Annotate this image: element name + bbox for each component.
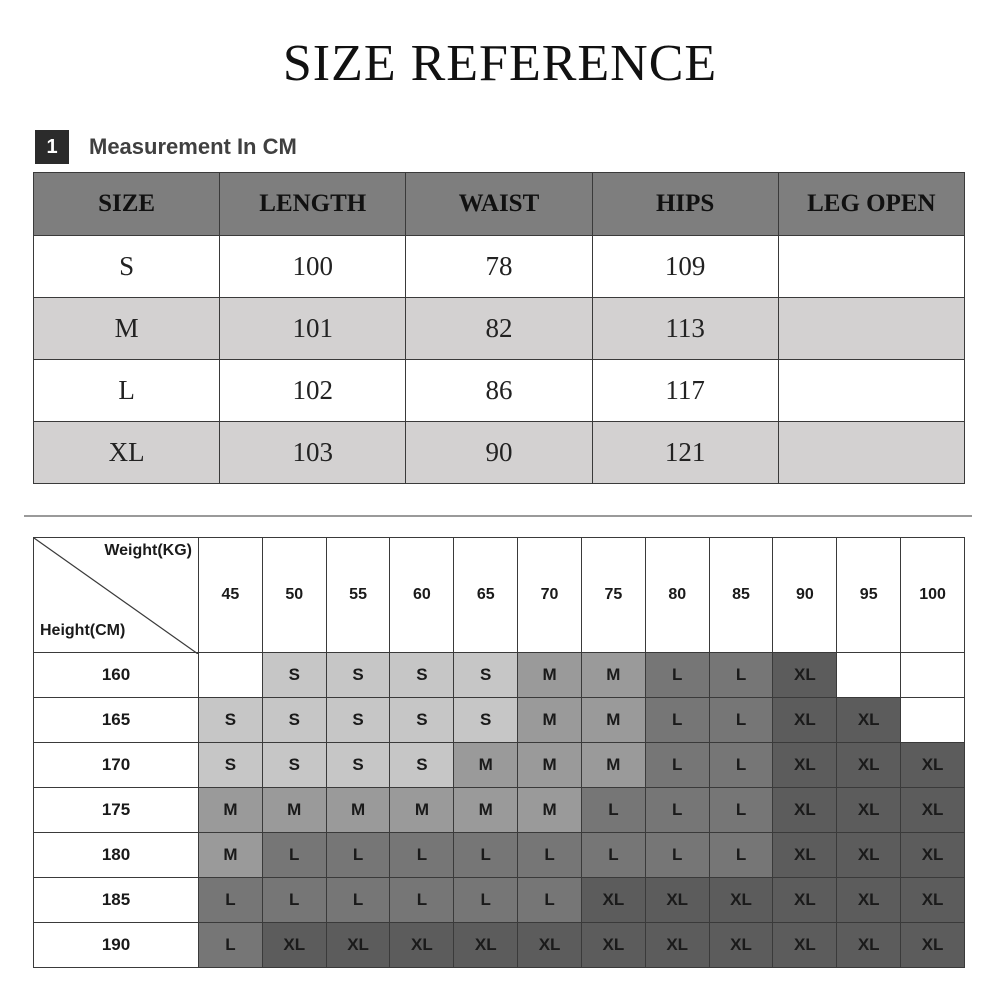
table-cell: [778, 360, 964, 422]
size-cell: XL: [645, 878, 709, 923]
table-cell: [778, 422, 964, 484]
table-cell: 82: [406, 298, 592, 360]
size-cell: L: [645, 788, 709, 833]
size-cell: XL: [837, 923, 901, 968]
size-cell: XL: [837, 698, 901, 743]
size-cell: L: [518, 833, 582, 878]
size-cell: XL: [773, 878, 837, 923]
table-cell: 121: [592, 422, 778, 484]
table-row: [34, 422, 965, 484]
height-cell: 185: [34, 878, 199, 923]
size-cell: S: [199, 743, 263, 788]
table-cell: M: [34, 298, 220, 360]
table-row: [34, 698, 965, 743]
size-cell: L: [709, 698, 773, 743]
size-cell: S: [262, 743, 326, 788]
size-cell: L: [454, 878, 518, 923]
measurement-header-row: [34, 173, 965, 236]
size-cell: M: [262, 788, 326, 833]
size-cell: XL: [326, 923, 390, 968]
table-row: [34, 833, 965, 878]
size-cell: L: [390, 878, 454, 923]
size-cell: L: [645, 833, 709, 878]
size-cell: XL: [454, 923, 518, 968]
size-cell: M: [581, 698, 645, 743]
size-cell: L: [645, 698, 709, 743]
size-cell: XL: [773, 923, 837, 968]
height-cell: 170: [34, 743, 199, 788]
table-cell: 103: [220, 422, 406, 484]
weight-header-cell: 90: [773, 538, 837, 653]
size-cell: [901, 653, 965, 698]
section-number-badge: 1: [35, 130, 69, 164]
table-cell: 109: [592, 236, 778, 298]
size-cell: XL: [837, 743, 901, 788]
section-title: Measurement In CM: [89, 134, 297, 159]
measurement-table: [33, 172, 965, 484]
weight-header-cell: 100: [901, 538, 965, 653]
size-cell: XL: [773, 653, 837, 698]
table-row: [34, 878, 965, 923]
size-cell: S: [390, 653, 454, 698]
height-cell: 160: [34, 653, 199, 698]
table-cell: XL: [34, 422, 220, 484]
size-cell: XL: [837, 878, 901, 923]
size-cell: XL: [581, 878, 645, 923]
size-cell: XL: [709, 923, 773, 968]
size-cell: L: [709, 743, 773, 788]
weight-header-cell: 60: [390, 538, 454, 653]
table-cell: 113: [592, 298, 778, 360]
header-cell: LEG OPEN: [778, 173, 964, 236]
size-cell: M: [518, 653, 582, 698]
corner-cell: [34, 538, 199, 653]
size-grid-body: [34, 538, 965, 968]
size-cell: XL: [837, 833, 901, 878]
weight-header-cell: 45: [199, 538, 263, 653]
size-cell: S: [390, 698, 454, 743]
size-cell: M: [581, 743, 645, 788]
table-cell: 101: [220, 298, 406, 360]
size-cell: XL: [645, 923, 709, 968]
table-row: [34, 360, 965, 422]
header-cell: WAIST: [406, 173, 592, 236]
size-cell: M: [390, 788, 454, 833]
weight-header-cell: 95: [837, 538, 901, 653]
size-cell: M: [199, 833, 263, 878]
size-cell: L: [645, 743, 709, 788]
size-cell: L: [581, 788, 645, 833]
size-cell: M: [454, 788, 518, 833]
size-cell: [837, 653, 901, 698]
weight-header-cell: 65: [454, 538, 518, 653]
weight-header-cell: 75: [581, 538, 645, 653]
size-cell: L: [709, 833, 773, 878]
weight-header-cell: 85: [709, 538, 773, 653]
table-row: [34, 923, 965, 968]
page-title: SIZE REFERENCE: [282, 35, 718, 92]
size-cell: XL: [901, 923, 965, 968]
size-cell: L: [326, 878, 390, 923]
table-cell: 86: [406, 360, 592, 422]
weight-header-cell: 80: [645, 538, 709, 653]
size-cell: S: [262, 698, 326, 743]
table-cell: 102: [220, 360, 406, 422]
weight-header-cell: 50: [262, 538, 326, 653]
size-cell: M: [326, 788, 390, 833]
size-cell: L: [199, 923, 263, 968]
size-cell: M: [518, 788, 582, 833]
table-cell: 117: [592, 360, 778, 422]
size-cell: M: [454, 743, 518, 788]
height-cell: 190: [34, 923, 199, 968]
header-cell: HIPS: [592, 173, 778, 236]
size-cell: L: [518, 878, 582, 923]
size-cell: L: [390, 833, 454, 878]
size-cell: S: [262, 653, 326, 698]
size-cell: L: [645, 653, 709, 698]
table-row: [34, 653, 965, 698]
size-cell: [901, 698, 965, 743]
size-cell: S: [454, 698, 518, 743]
weight-header-cell: 70: [518, 538, 582, 653]
size-cell: XL: [837, 788, 901, 833]
height-cell: 180: [34, 833, 199, 878]
size-cell: L: [709, 653, 773, 698]
size-cell: XL: [773, 698, 837, 743]
section-header: [35, 129, 297, 165]
table-cell: 90: [406, 422, 592, 484]
size-cell: XL: [518, 923, 582, 968]
height-label: Height(CM): [40, 622, 126, 639]
size-cell: M: [199, 788, 263, 833]
size-cell: L: [326, 833, 390, 878]
weight-label: Weight(KG): [104, 542, 192, 559]
divider: [24, 515, 972, 517]
size-cell: L: [199, 878, 263, 923]
measurement-body: [34, 236, 965, 484]
size-cell: XL: [773, 788, 837, 833]
size-cell: XL: [581, 923, 645, 968]
size-cell: L: [262, 878, 326, 923]
size-grid: [33, 537, 965, 968]
table-cell: 78: [406, 236, 592, 298]
size-cell: XL: [773, 743, 837, 788]
table-cell: L: [34, 360, 220, 422]
size-cell: M: [518, 698, 582, 743]
size-cell: XL: [901, 788, 965, 833]
size-cell: S: [326, 743, 390, 788]
header-cell: SIZE: [34, 173, 220, 236]
weight-header-cell: 55: [326, 538, 390, 653]
size-cell: M: [581, 653, 645, 698]
size-cell: S: [390, 743, 454, 788]
size-cell: M: [518, 743, 582, 788]
size-cell: XL: [709, 878, 773, 923]
table-cell: 100: [220, 236, 406, 298]
height-cell: 165: [34, 698, 199, 743]
size-cell: S: [326, 653, 390, 698]
table-row: [34, 236, 965, 298]
size-cell: [199, 653, 263, 698]
size-cell: L: [581, 833, 645, 878]
size-cell: S: [326, 698, 390, 743]
size-cell: L: [454, 833, 518, 878]
size-cell: L: [709, 788, 773, 833]
size-cell: XL: [390, 923, 454, 968]
table-row: [34, 743, 965, 788]
size-cell: S: [454, 653, 518, 698]
table-cell: [778, 236, 964, 298]
size-cell: XL: [262, 923, 326, 968]
size-cell: L: [262, 833, 326, 878]
table-row: [34, 788, 965, 833]
size-cell: S: [199, 698, 263, 743]
size-cell: XL: [901, 743, 965, 788]
header-cell: LENGTH: [220, 173, 406, 236]
weight-header-row: [34, 538, 965, 653]
height-cell: 175: [34, 788, 199, 833]
table-cell: [778, 298, 964, 360]
size-cell: XL: [773, 833, 837, 878]
table-row: [34, 298, 965, 360]
size-cell: XL: [901, 878, 965, 923]
size-cell: XL: [901, 833, 965, 878]
table-cell: S: [34, 236, 220, 298]
